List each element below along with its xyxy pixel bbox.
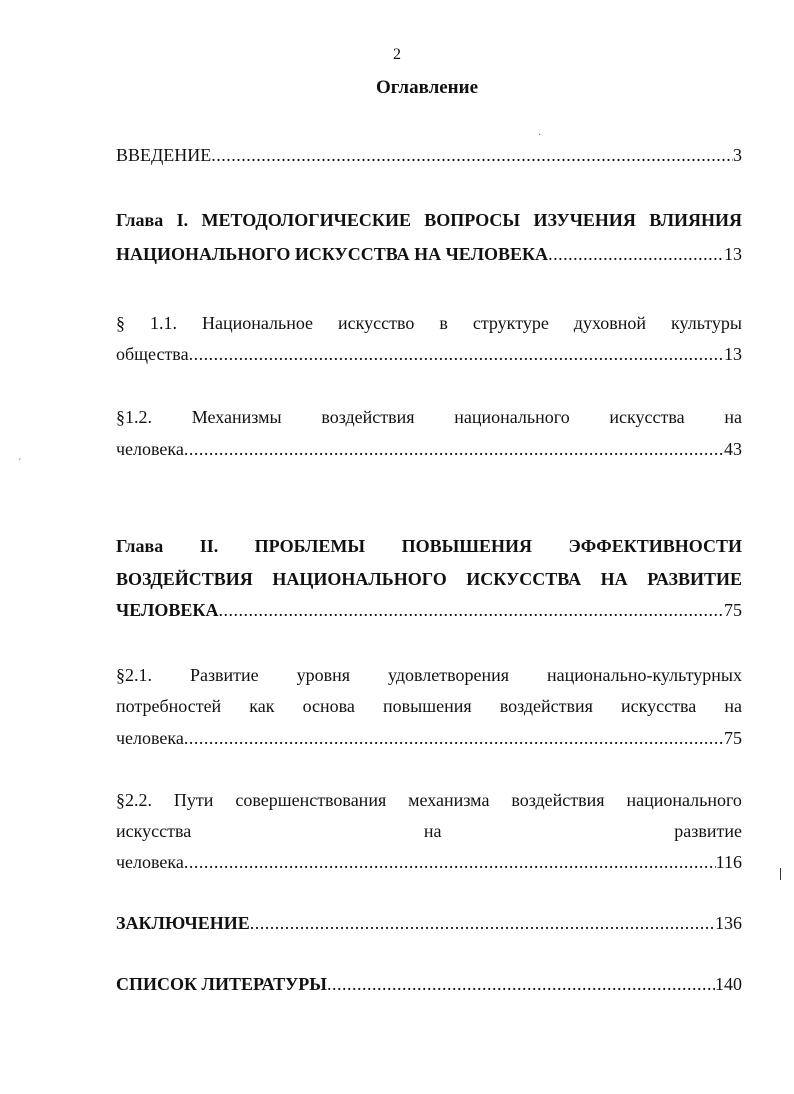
toc-page-number: 43 <box>724 439 742 459</box>
toc-entry-label: общества <box>116 344 189 364</box>
word: Глава <box>116 210 164 230</box>
word: механизма <box>408 790 490 810</box>
toc-entry-section-2-2-line2[interactable] <box>116 819 742 843</box>
scan-speck: ˊ <box>18 458 22 469</box>
toc-leader <box>189 342 724 366</box>
word: на <box>423 821 442 841</box>
word: НА <box>600 569 628 589</box>
word: основа <box>302 696 355 716</box>
word: ИЗУЧЕНИЯ <box>533 210 636 230</box>
word: §1.2. <box>116 407 152 427</box>
word: МЕТОДОЛОГИЧЕСКИЕ <box>201 210 411 230</box>
word: структуре <box>472 313 549 333</box>
toc-entry-label: человека <box>116 728 184 748</box>
word: искусства <box>609 407 685 427</box>
toc-entry-section-1-2-line1[interactable] <box>116 405 742 429</box>
word: искусство <box>338 313 415 333</box>
word: воздействия <box>499 696 593 716</box>
toc-leader <box>184 726 724 750</box>
word: § <box>116 313 125 333</box>
toc-entry-section-2-1-line3[interactable] <box>116 726 742 750</box>
toc-page-number: 116 <box>715 852 742 872</box>
scan-mark <box>780 868 781 880</box>
toc-leader <box>211 143 733 167</box>
toc-leader <box>548 242 724 266</box>
toc-leader <box>218 598 724 622</box>
toc-entry-label: СПИСОК ЛИТЕРАТУРЫ <box>116 974 327 994</box>
toc-entry-chapter1-line2[interactable] <box>116 242 742 266</box>
word: §2.2. <box>116 790 152 810</box>
word: потребностей <box>116 696 222 716</box>
word: ВЛИЯНИЯ <box>649 210 742 230</box>
toc-leader <box>250 911 715 935</box>
toc-page-number: 140 <box>715 974 742 994</box>
toc-entry-bibliography[interactable] <box>116 972 742 996</box>
word: повышения <box>383 696 472 716</box>
word: на <box>724 696 742 716</box>
toc-page-number: 136 <box>715 913 742 933</box>
word: национального <box>454 407 570 427</box>
word: уровня <box>296 665 351 685</box>
word: духовной <box>573 313 647 333</box>
toc-page-number: 75 <box>724 600 742 620</box>
page-title: Оглавление <box>375 77 479 98</box>
toc-entry-section-1-1-line1[interactable] <box>116 311 742 335</box>
toc-entry-section-1-2-line2[interactable] <box>116 437 742 461</box>
toc-page-number: 75 <box>724 728 742 748</box>
word: национально-культурных <box>546 665 742 685</box>
toc-entry-section-2-2-line1[interactable] <box>116 788 742 812</box>
toc-entry-chapter2-line1[interactable] <box>116 534 742 558</box>
word: искусства <box>116 821 192 841</box>
word: воздействия <box>321 407 415 427</box>
toc-entry-label: человека <box>116 852 184 872</box>
word: ВОЗДЕЙСТВИЯ <box>116 569 253 589</box>
toc-entry-conclusion[interactable] <box>116 911 742 935</box>
toc-page-number: 3 <box>733 145 742 165</box>
word: ПРОБЛЕМЫ <box>254 536 366 556</box>
toc-entry-section-2-2-line3[interactable] <box>116 850 742 874</box>
word: удовлетворения <box>387 665 510 685</box>
toc-leader <box>184 850 716 874</box>
toc-entry-label: ЧЕЛОВЕКА <box>116 600 219 620</box>
toc-entry-chapter2-line3[interactable] <box>116 598 742 622</box>
word: 1.1. <box>149 313 177 333</box>
word: Национальное <box>201 313 314 333</box>
word: Механизмы <box>191 407 282 427</box>
word: Глава <box>116 536 164 556</box>
toc-page-number: 13 <box>724 244 742 264</box>
word: на <box>724 407 742 427</box>
toc-entry-section-2-1-line2[interactable] <box>116 694 742 718</box>
scan-speck: · <box>538 130 542 141</box>
toc-entry-label: ЗАКЛЮЧЕНИЕ <box>116 913 250 933</box>
toc-page-number: 13 <box>724 344 742 364</box>
toc-entry-section-2-1-line1[interactable] <box>116 663 742 687</box>
word: ПОВЫШЕНИЯ <box>401 536 533 556</box>
page-number: 2 <box>393 46 401 63</box>
word: ИСКУССТВА <box>466 569 582 589</box>
word: совершенствования <box>235 790 387 810</box>
word: РАЗВИТИЕ <box>647 569 742 589</box>
toc-entry-label: НАЦИОНАЛЬНОГО ИСКУССТВА НА ЧЕЛОВЕКА <box>116 244 549 264</box>
word: культуры <box>671 313 742 333</box>
word: Пути <box>173 790 214 810</box>
word: искусства <box>621 696 697 716</box>
word: Развитие <box>189 665 259 685</box>
word: ЭФФЕКТИВНОСТИ <box>568 536 742 556</box>
word: как <box>249 696 275 716</box>
word: НАЦИОНАЛЬНОГО <box>272 569 447 589</box>
toc-entry-label: ВВЕДЕНИЕ <box>116 145 212 165</box>
toc-entry-section-1-1-line2[interactable] <box>116 342 742 366</box>
toc-leader <box>327 972 715 996</box>
word: ВОПРОСЫ <box>424 210 521 230</box>
word: в <box>439 313 448 333</box>
toc-entry-chapter1-line1[interactable] <box>116 208 742 232</box>
word: развитие <box>674 821 742 841</box>
toc-entry-label: человека <box>116 439 184 459</box>
word: национального <box>626 790 742 810</box>
toc-entry-intro[interactable] <box>116 143 742 167</box>
word: II. <box>199 536 219 556</box>
toc-leader <box>184 437 724 461</box>
word: I. <box>176 210 189 230</box>
word: §2.1. <box>116 665 152 685</box>
toc-entry-chapter2-line2[interactable] <box>116 567 742 591</box>
word: воздействия <box>511 790 605 810</box>
